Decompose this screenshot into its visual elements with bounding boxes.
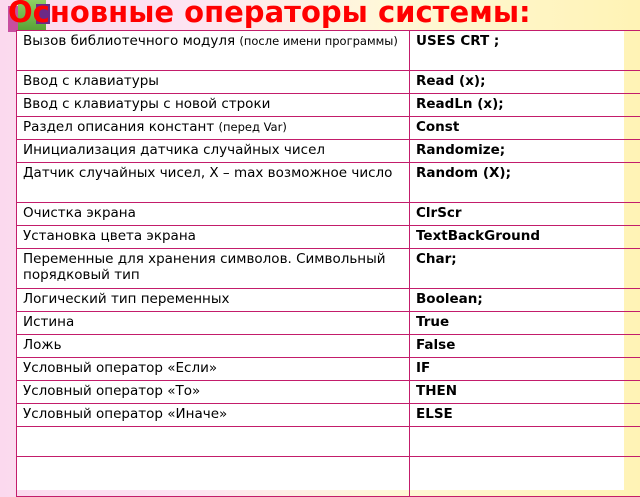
table-row (17, 163, 640, 203)
table-row (17, 140, 640, 163)
description-note: (после имени программы) (239, 34, 397, 48)
operator-cell: Char; (410, 249, 640, 289)
description-text: Инициализация датчика случайных чисел (23, 142, 325, 158)
table-row (17, 404, 640, 427)
description-cell (17, 94, 410, 117)
operator-cell: Boolean; (410, 289, 640, 312)
description-text: Ввод с клавиатуры (23, 73, 159, 89)
operator-cell: ClrScr (410, 203, 640, 226)
table-row (17, 289, 640, 312)
description-cell (17, 163, 410, 203)
description-cell (17, 117, 410, 140)
description-text: Ввод с клавиатуры с новой строки (23, 96, 270, 112)
description-cell (17, 71, 410, 94)
description-text: Установка цвета экрана (23, 228, 196, 244)
page-title: Основные операторы системы: (8, 0, 531, 30)
operator-cell: TextBackGround (410, 226, 640, 249)
operator-cell: USES CRT ; (410, 31, 640, 71)
table-row (17, 94, 640, 117)
description-cell (17, 381, 410, 404)
operator-cell: True (410, 312, 640, 335)
table-row (17, 117, 640, 140)
table-row (17, 249, 640, 289)
description-text: Ложь (23, 337, 62, 353)
table-row (17, 358, 640, 381)
operator-cell: ReadLn (x); (410, 94, 640, 117)
table-row (17, 226, 640, 249)
description-cell (17, 249, 410, 289)
operators-table (16, 30, 640, 497)
operator-cell: Randomize; (410, 140, 640, 163)
operator-cell: THEN (410, 381, 640, 404)
table-row (17, 335, 640, 358)
description-note: (перед Var) (219, 120, 287, 134)
description-cell (17, 358, 410, 381)
description-cell (17, 226, 410, 249)
operator-cell: Const (410, 117, 640, 140)
description-cell (17, 203, 410, 226)
description-text: Условный оператор «Иначе» (23, 406, 227, 422)
description-text: Раздел описания констант (23, 119, 214, 135)
description-cell (17, 404, 410, 427)
operator-cell (410, 457, 640, 497)
description-text: Логический тип переменных (23, 291, 230, 307)
description-text: Истина (23, 314, 74, 330)
operators-table-container (16, 30, 624, 490)
description-text: Условный оператор «Если» (23, 360, 217, 376)
table-row (17, 71, 640, 94)
operator-cell (410, 427, 640, 457)
operator-cell: False (410, 335, 640, 358)
description-cell (17, 312, 410, 335)
description-text: Переменные для хранения символов. Символьный порядковый тип (23, 251, 386, 283)
table-row (17, 427, 640, 457)
operator-cell: IF (410, 358, 640, 381)
table-row (17, 457, 640, 497)
table-row (17, 312, 640, 335)
description-cell (17, 335, 410, 358)
description-cell (17, 140, 410, 163)
operator-cell: ELSE (410, 404, 640, 427)
description-text: Условный оператор «То» (23, 383, 200, 399)
table-row (17, 203, 640, 226)
description-text: Вызов библиотечного модуля (23, 33, 235, 49)
operator-cell: Read (x); (410, 71, 640, 94)
operator-cell: Random (X); (410, 163, 640, 203)
table-row (17, 31, 640, 71)
description-text: Датчик случайных чисел, X – max возможное число (23, 165, 392, 181)
description-cell (17, 31, 410, 71)
table-row (17, 381, 640, 404)
description-cell (17, 457, 410, 497)
description-text: Очистка экрана (23, 205, 136, 221)
description-cell (17, 289, 410, 312)
description-cell (17, 427, 410, 457)
